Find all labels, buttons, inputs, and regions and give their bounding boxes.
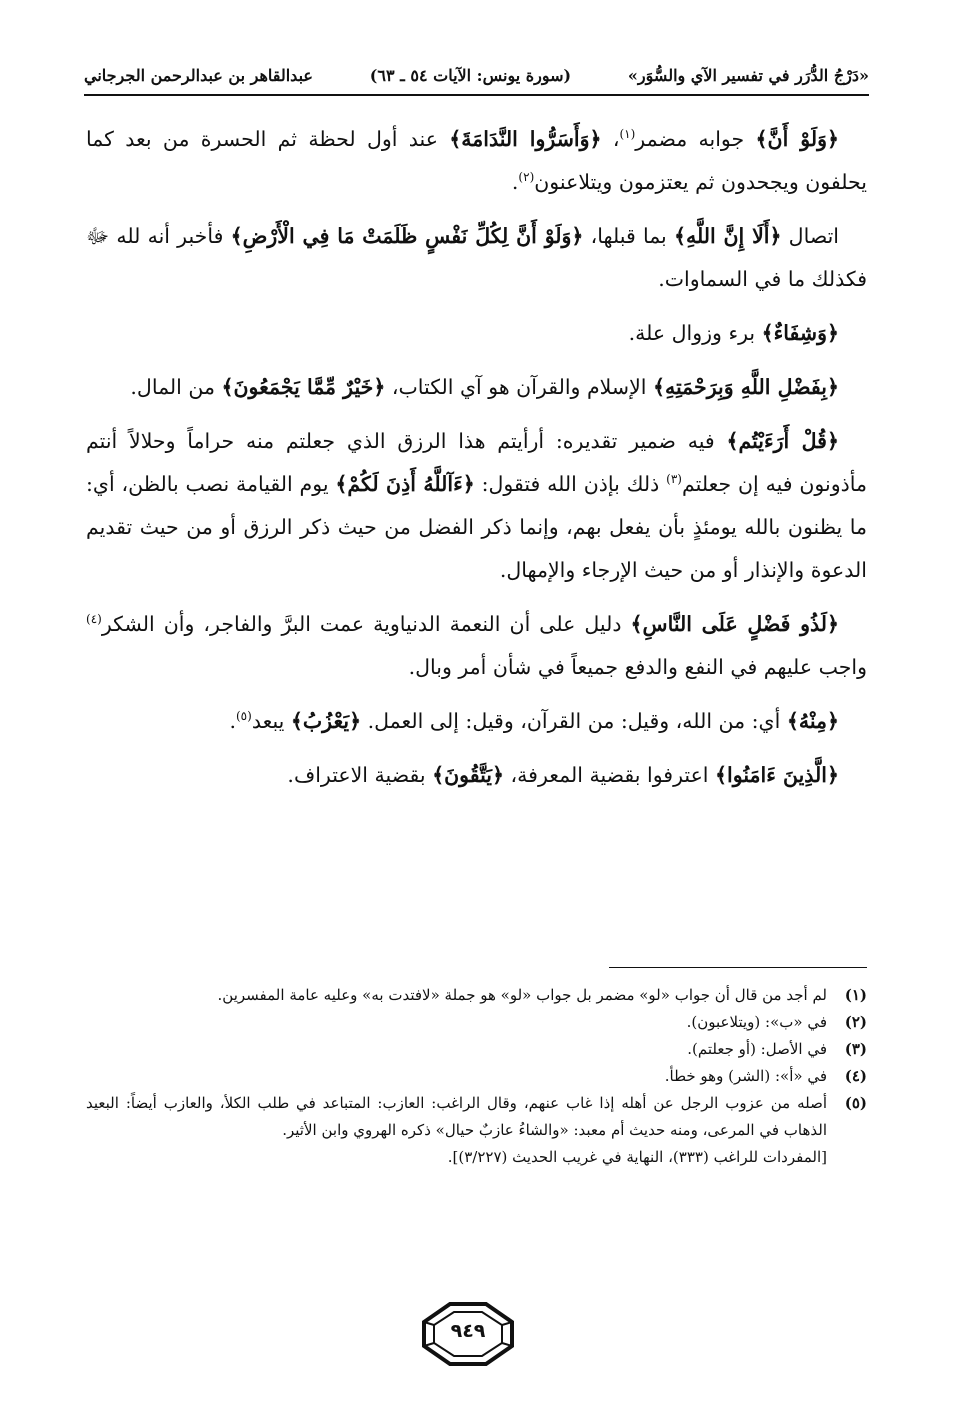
- header-author: عبدالقاهر بن عبدالرحمن الجرجاني: [84, 65, 313, 85]
- commentary-text: ذلك بإذن الله فتقول:: [474, 472, 667, 496]
- quran-quote: ﴿وَأَسَرُّوا النَّدَامَةَ﴾: [449, 127, 602, 151]
- footnote-reference: [المفردات للراغب (٣٣٣)، النهاية في غريب الحديث (٣/٢٢٧)].: [447, 1148, 827, 1166]
- paragraph-3: [86, 312, 867, 355]
- commentary-text: أي: من الله، وقيل: من القرآن، وقيل: إلى العمل.: [361, 709, 787, 733]
- header-book-title: «دَرْجُ الدُّرَر في تفسير الآي والسُّوَر»: [627, 65, 869, 85]
- quran-quote: ﴿ءَآللَّهُ أَذِنَ لَكُمْ﴾: [335, 472, 475, 496]
- quran-quote: ﴿لَذُو فَضْلٍ عَلَى النَّاسِ﴾: [630, 612, 839, 636]
- footnote-text: لم أجد من قال أن جواب «لو» مضمر بل جواب «لو» هو جملة «لافتدت به» وعليه عامة المفسرين.: [217, 986, 827, 1004]
- header-divider: [84, 94, 869, 96]
- footnote-marker: (٢): [518, 170, 535, 185]
- quran-quote: ﴿وَشِفَاءٌ﴾: [761, 321, 839, 345]
- footnote-item: [86, 982, 867, 1009]
- footnote-item: [86, 1090, 867, 1144]
- quran-quote: ﴿قُلْ أَرَءَيْتُم﴾: [726, 429, 839, 453]
- main-text: [86, 118, 867, 808]
- paragraph-8: [86, 754, 867, 797]
- footnote-item: [86, 1009, 867, 1036]
- commentary-text: يوم القيامة نصب بالظن، أي: ما يظنون بالله يومئذٍ بأن يفعل بهم، وإنما ذكر الفضل من حيث ذكر الرزق أو من حيث تقديم الدعوة والإنذار أو من حيث الإرجاء والإمهال.: [86, 472, 867, 582]
- footnote-divider: [609, 967, 867, 968]
- quran-quote: ﴿الَّذِينَ ءَامَنُوا﴾: [715, 763, 839, 787]
- paragraph-7: [86, 700, 867, 743]
- footnote-item: [86, 1036, 867, 1063]
- commentary-text: بما قبلها،: [583, 224, 674, 248]
- quran-quote: ﴿أَلَا إِنَّ اللَّهِ﴾: [673, 224, 782, 248]
- running-header: [84, 58, 869, 92]
- commentary-text: اتصال: [781, 224, 840, 248]
- footnote-number: (٢): [844, 1013, 867, 1031]
- footnote-marker: (٣): [666, 472, 682, 487]
- commentary-text: عند أول لحظة ثم الحسرة من بعد كما يحلفون ويجحدون ثم يعتزمون ويتلاعنون: [86, 127, 867, 194]
- paragraph-6: [86, 603, 867, 689]
- quran-quote: ﴿خَيْرٌ مِّمَّا يَجْمَعُونَ﴾: [221, 375, 386, 399]
- footnote-item: [86, 1063, 867, 1090]
- header-surah-range: (سورة يونس: الآيات ٥٤ ـ ٦٣): [369, 65, 572, 85]
- commentary-text: .: [229, 709, 236, 733]
- page-number: ٩٤٩: [450, 1320, 486, 1342]
- commentary-text: اعترفوا بقضية المعرفة،: [504, 763, 716, 787]
- page-number-ornament: [420, 1300, 516, 1368]
- commentary-text: يبعد: [251, 709, 291, 733]
- footnote-number: (١): [844, 986, 867, 1004]
- commentary-text: من المال.: [130, 375, 222, 399]
- quran-quote: ﴿وَلَوْ أَنَّ﴾: [755, 127, 839, 151]
- quran-quote: ﴿وَلَوْ أَنَّ لِكُلِّ نَفْسٍ ظَلَمَتْ مَا فِي الْأَرْضِ﴾: [230, 224, 584, 248]
- paragraph-5: [86, 420, 867, 592]
- commentary-text: ،: [601, 127, 620, 151]
- quran-quote: ﴿بِفَضْلِ اللَّهِ وَبِرَحْمَتِهِ﴾: [652, 375, 839, 399]
- footnote-marker: (١): [619, 127, 636, 142]
- footnote-number: (٤): [844, 1067, 867, 1085]
- footnote-text: في «أ»: (الشر) وهو خطأ.: [664, 1067, 827, 1085]
- paragraph-4: [86, 366, 867, 409]
- footnote-number: (٥): [844, 1094, 867, 1112]
- quran-quote: ﴿يَعْزُبُ﴾: [290, 709, 362, 733]
- commentary-text: واجب عليهم في النفع والدفع جميعاً في شأن أمر وبال.: [408, 655, 867, 679]
- quran-quote: ﴿مِنْهُ﴾: [786, 709, 839, 733]
- paragraph-2: [86, 215, 867, 301]
- footnote-number: (٣): [844, 1040, 867, 1058]
- commentary-text: دليل على أن النعمة الدنياوية عمت البرَّ والفاجر، وأن الشكر: [101, 612, 631, 636]
- commentary-text: الإسلام والقرآن هو آي الكتاب،: [385, 375, 653, 399]
- commentary-text: فيه ضمير تقديره: أرأيتم هذا الرزق الذي جعلتم منه حراماً وحلالاً أنتم مأذونون فيه إن جعلتم: [86, 429, 867, 496]
- commentary-text: فأخبر أنه لله ﷻ فكذلك ما في السماوات.: [86, 224, 867, 291]
- commentary-text: جوابه مضمر: [635, 127, 756, 151]
- footnote-text: في «ب»: (ويتلاعبون).: [686, 1013, 827, 1031]
- commentary-text: بقضية الاعتراف.: [287, 763, 433, 787]
- commentary-text: برء وزوال علة.: [628, 321, 762, 345]
- commentary-text: .: [511, 170, 519, 194]
- footnote-marker: (٥): [235, 709, 252, 724]
- footnote-marker: (٤): [86, 612, 102, 627]
- footnote-text: أصله من عزوب الرجل عن أهله إذا غاب عنهم، وقال الراغب: العازب: المتباعد في طلب الكلأ، والعازب أيضاً: البعيد الذهاب في المرعى، ومنه حديث أم معبد: «والشاءُ عازبٌ حيال» ذكره الهروي وابن الأثير.: [86, 1094, 827, 1139]
- footnote-text: في الأصل: (أو جعلتم).: [687, 1040, 827, 1058]
- paragraph-1: [86, 118, 867, 204]
- footnotes: [86, 982, 867, 1171]
- quran-quote: ﴿يَتَّقُونَ﴾: [432, 763, 505, 787]
